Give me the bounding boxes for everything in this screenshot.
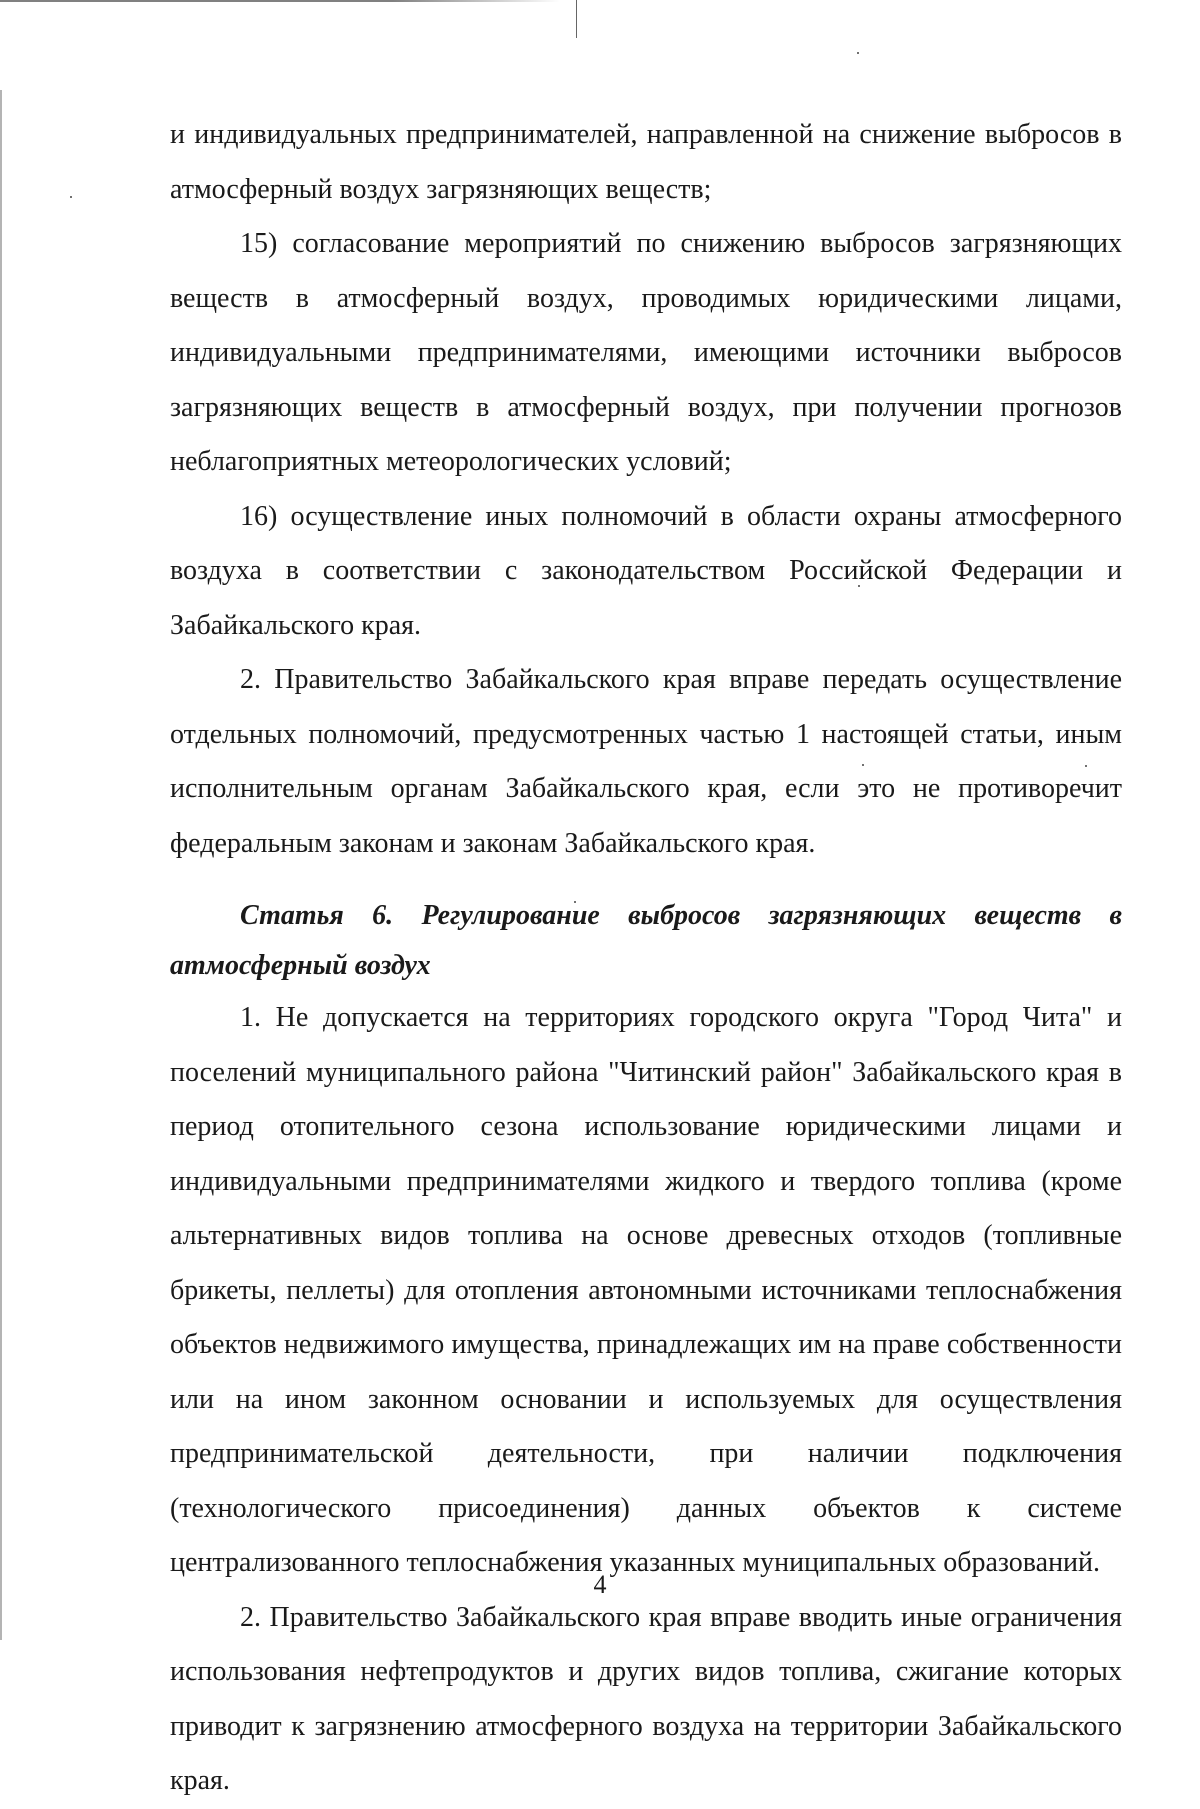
document-page: [170, 108, 1122, 1809]
paragraph-item-16: 16) осуществление иных полномочий в области охраны атмосферного воздуха в соответствии с законодательством Российской Федерации и Забайкальского края.: [170, 500, 1122, 641]
paragraph-part-2: 2. Правительство Забайкальского края вправе передать осуществление отдельных полномочий, предусмотренных частью 1 настоящей статьи, иным исполнительным органам Забайкальского края, если это не противоречит федеральным законам и законам Забайкальского края.: [170, 664, 1122, 859]
scan-fold-mark: [576, 0, 577, 38]
paragraph-item-15: 15) согласование мероприятий по снижению выбросов загрязняющих веществ в атмосферный воздух, проводимых юридическими лицами, индивидуальными предпринимателями, имеющими источники выбросов загрязняющих веществ в атмосферный воздух, при получении прогнозов неблагоприятных метеорологических условий;: [170, 228, 1122, 477]
scan-speck: [70, 196, 72, 198]
article-6-paragraph-2: 2. Правительство Забайкальского края вправе вводить иные ограничения использования нефтепродуктов и других видов топлива, сжигание которых приводит к загрязнению атмосферного воздуха на территории Забайкальского края.: [170, 1601, 1122, 1796]
scan-edge-left: [0, 90, 2, 1640]
paragraph-continuation: и индивидуальных предпринимателей, направленной на снижение выбросов в атмосферный воздух загрязняющих веществ;: [170, 119, 1122, 205]
page-number: 4: [593, 1570, 607, 1599]
article-6-heading: Статья 6. Регулирование выбросов загрязняющих веществ в атмосферный воздух: [170, 900, 1122, 981]
scan-edge-top: [0, 0, 560, 2]
article-6-paragraph-1: 1. Не допускается на территориях городского округа "Город Чита" и поселений муниципального района "Читинский район" Забайкальского края в период отопительного сезона использование юридическими лицами и индивидуальными предпринимателями жидкого и твердого топлива (кроме альтернативных видов топлива на основе древесных отходов (топливные брикеты, пеллеты) для отопления автономными источниками теплоснабжения объектов недвижимого имущества, принадлежащих им на праве собственности или на ином законном основании и используемых для осуществления предпринимательской деятельности, при наличии подключения (технологического присоединения) данных объектов к системе централизованного теплоснабжения указанных муниципальных образований.: [170, 1002, 1122, 1578]
scan-speck: [857, 52, 859, 54]
